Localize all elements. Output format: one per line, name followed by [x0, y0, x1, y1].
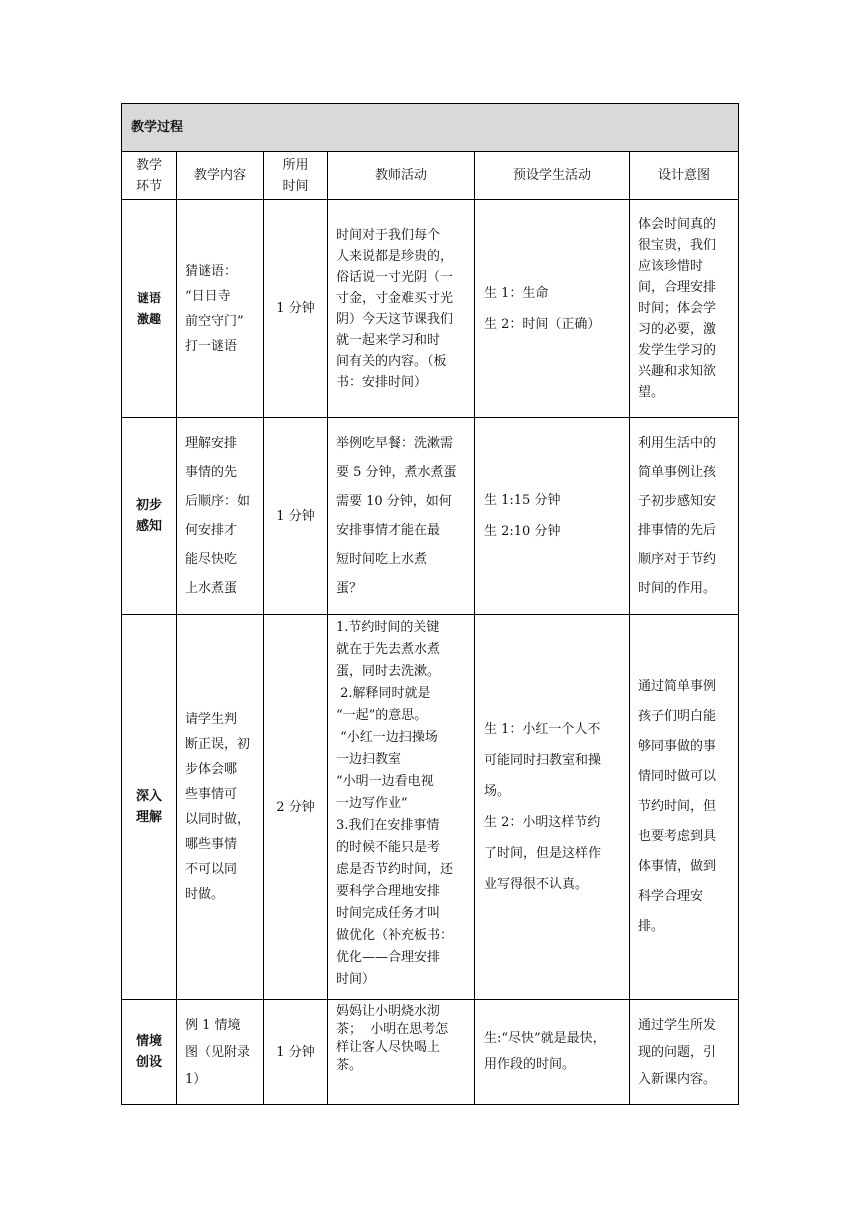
design-intent-cell: 通过学生所发 现的问题，引 入新课内容。: [630, 1000, 739, 1105]
stage-cell: 深入 理解: [122, 615, 177, 1000]
design-intent-cell: 体会时间真的 很宝贵，我们 应该珍惜时 间，合理安排 时间；体会学 习的必要，激 发学生学习的 兴趣和求知欲 望。: [630, 200, 739, 418]
header-intent: 设计意图: [630, 152, 739, 200]
time-cell: 2 分钟: [264, 615, 328, 1000]
teaching-process-table: [121, 103, 739, 1105]
student-activity-cell: 生:“尽快”就是最快， 用作段的时间。: [475, 1000, 630, 1105]
content-cell: 猜谜语： “日日寺 前空守门” 打一谜语: [177, 200, 264, 418]
table-row: [122, 200, 739, 418]
teacher-activity-cell: 时间对于我们每个 人来说都是珍贵的， 俗话说一寸光阴（一 寸金，寸金难买寸光 阴）今天这节课我们 就一起来学习和时 间有关的内容。（板 书：安排时间）: [328, 200, 475, 418]
student-activity-cell: 生 1：小红一个人不 可能同时扫教室和操 场。 生 2：小明这样节约 了时间，但是这样作 业写得很不认真。: [475, 615, 630, 1000]
teacher-activity-cell: 1.节约时间的关键 就在于先去煮水煮 蛋，同时去洗漱。 2.解释同时就是 “一起”的意思。 “小红一边扫操场 一边扫教室 “小明一边看电视 一边写作业” 3.我们在安排事情 的时候不能只是考 虑是否节约时间，还 要科学合理地安排 时间完成任务才叫 做优化（补充板书： 优化——合理安排 时间）: [328, 615, 475, 1000]
content-cell: 理解安排 事情的先 后顺序：如 何安排才 能尽快吃 上水煮蛋: [177, 418, 264, 615]
student-activity-cell: 生 1:15 分钟 生 2:10 分钟: [475, 418, 630, 615]
stage-cell: 情境 创设: [122, 1000, 177, 1105]
table-row: [122, 1000, 739, 1105]
time-cell: 1 分钟: [264, 1000, 328, 1105]
header-stage: 教学 环节: [122, 152, 177, 200]
header-student: 预设学生活动: [475, 152, 630, 200]
header-row: [122, 152, 739, 200]
header-content: 教学内容: [177, 152, 264, 200]
design-intent-cell: 通过简单事例 孩子们明白能 够同事做的事 情同时做可以 节约时间，但 也要考虑到具 体事情，做到 科学合理安 排。: [630, 615, 739, 1000]
header-teacher: 教师活动: [328, 152, 475, 200]
design-intent-cell: 利用生活中的 简单事例让孩 子初步感知安 排事情的先后 顺序对于节约 时间的作用。: [630, 418, 739, 615]
content-cell: 例 1 情境 图（见附录 1）: [177, 1000, 264, 1105]
table-title: 教学过程: [122, 104, 739, 152]
student-activity-cell: 生 1：生命 生 2：时间（正确）: [475, 200, 630, 418]
stage-cell: 初步 感知: [122, 418, 177, 615]
time-cell: 1 分钟: [264, 200, 328, 418]
header-time: 所用 时间: [264, 152, 328, 200]
teacher-activity-cell: 妈妈让小明烧水沏 茶； 小明在思考怎 样让客人尽快喝上 茶。: [328, 1000, 475, 1105]
stage-cell: 谜语 激趣: [122, 200, 177, 418]
teacher-activity-cell: 举例吃早餐：洗漱需 要 5 分钟，煮水煮蛋 需要 10 分钟，如何 安排事情才能在最 短时间吃上水煮 蛋？: [328, 418, 475, 615]
time-cell: 1 分钟: [264, 418, 328, 615]
content-cell: 请学生判 断正误，初 步体会哪 些事情可 以同时做， 哪些事情 不可以同 时做。: [177, 615, 264, 1000]
table-row: [122, 615, 739, 1000]
table-row: [122, 418, 739, 615]
